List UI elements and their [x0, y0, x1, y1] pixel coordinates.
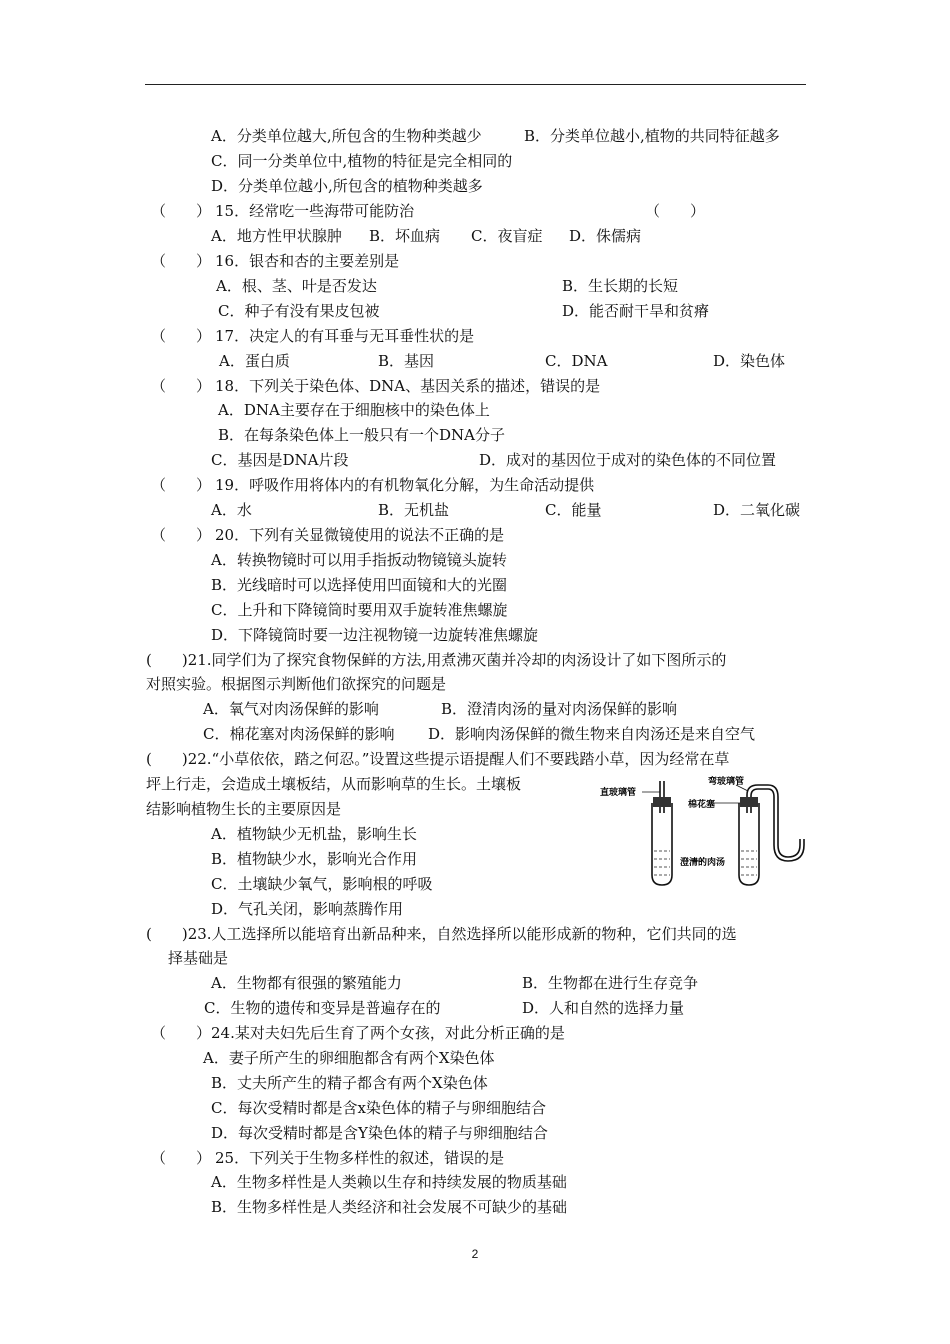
q25-option-a: A．生物多样性是人类赖以生存和持续发展的物质基础 [211, 1173, 567, 1191]
q25-answer-bracket[interactable]: （ ） [151, 1149, 212, 1167]
q24-option-c: C．每次受精时都是含x染色体的精子与卵细胞结合 [211, 1099, 546, 1117]
q17-option-d: D．染色体 [713, 352, 786, 370]
q23-option-a: A．生物都有很强的繁殖能力 [211, 974, 402, 992]
q24-option-a: A．妻子所产生的卵细胞都含有两个X染色体 [203, 1049, 495, 1067]
q23-option-c: C．生物的遗传和变异是普遍存在的 [204, 999, 441, 1017]
q18-option-a: A．DNA主要存在于细胞核中的染色体上 [218, 401, 490, 419]
q18-option-c: C．基因是DNA片段 [211, 451, 349, 469]
q22-stem-line3: 结影响植物生长的主要原因是 [146, 800, 342, 818]
q17-answer-bracket[interactable]: （ ） [151, 327, 212, 345]
q16-stem: 16．银杏和杏的主要差别是 [215, 252, 400, 270]
q15-answer-bracket[interactable]: （ ） [151, 202, 212, 220]
label-cotton: 棉花塞 [688, 800, 716, 810]
q15-stem: 15．经常吃一些海带可能防治 [215, 202, 415, 220]
q21-stem-line2: 对照实验。根据图示判断他们欲探究的问题是 [146, 675, 447, 693]
q24-option-d: D．每次受精时都是含Y染色体的精子与卵细胞结合 [211, 1124, 548, 1142]
q24-stem: （ ）24.某对夫妇先后生育了两个女孩，对此分析正确的是 [151, 1024, 565, 1042]
q20-option-a: A．转换物镜时可以用手指扳动物镜镜头旋转 [211, 551, 507, 569]
label-broth: 澄清的肉汤 [680, 858, 726, 868]
q22-option-d: D．气孔关闭，影响蒸腾作用 [211, 900, 404, 918]
q24-option-b: B．丈夫所产生的精子都含有两个X染色体 [211, 1074, 488, 1092]
q17-option-b: B．基因 [378, 352, 435, 370]
q21-option-b: B．澄清肉汤的量对肉汤保鲜的影响 [441, 700, 678, 718]
q14-option-d: D．分类单位越小,所包含的植物种类越多 [211, 177, 483, 195]
q20-stem: 20．下列有关显微镜使用的说法不正确的是 [215, 526, 505, 544]
q23-stem-line2: 择基础是 [168, 949, 229, 967]
label-straight-tube: 直玻璃管 [600, 788, 637, 798]
q14-option-c: C．同一分类单位中,植物的特征是完全相同的 [211, 152, 513, 170]
right-cotton-stopper [740, 797, 758, 807]
q17-option-a: A．蛋白质 [219, 352, 290, 370]
q16-option-b: B．生长期的长短 [562, 277, 679, 295]
q20-answer-bracket[interactable]: （ ） [151, 526, 212, 544]
q15-tail-bracket: （ ） [645, 202, 706, 220]
q14-option-b: B．分类单位越小,植物的共同特征越多 [524, 127, 780, 145]
q21-stem-line1: ( )21.同学们为了探究食物保鲜的方法,用煮沸灭菌并冷却的肉汤设计了如下图所示的 [146, 651, 727, 669]
q20-option-d: D．下降镜筒时要一边注视物镜一边旋转准焦螺旋 [211, 626, 539, 644]
broth-experiment-figure [596, 773, 840, 895]
q21-option-d: D．影响肉汤保鲜的微生物来自肉汤还是来自空气 [428, 725, 756, 743]
q25-stem: 25．下列关于生物多样性的叙述，错误的是 [215, 1149, 505, 1167]
q19-option-a: A．水 [211, 501, 252, 519]
page-number: 2 [471, 1247, 479, 1261]
q16-option-d: D．能否耐干旱和贫瘠 [562, 302, 710, 320]
q19-option-d: D．二氧化碳 [713, 501, 801, 519]
q19-option-c: C．能量 [545, 501, 602, 519]
q19-stem: 19．呼吸作用将体内的有机物氧化分解，为生命活动提供 [215, 476, 595, 494]
q14-option-a: A．分类单位越大,所包含的生物种类越少 [211, 127, 482, 145]
q15-option-a: A．地方性甲状腺肿 [211, 227, 342, 245]
q19-option-b: B．无机盐 [378, 501, 450, 519]
q22-stem-line2: 坪上行走，会造成土壤板结，从而影响草的生长。土壤板 [146, 775, 522, 793]
q22-option-c: C．土壤缺少氧气，影响根的呼吸 [211, 875, 433, 893]
q25-option-b: B．生物多样性是人类经济和社会发展不可缺少的基础 [211, 1198, 568, 1216]
q21-option-c: C．棉花塞对肉汤保鲜的影响 [203, 725, 395, 743]
q23-option-b: B．生物都在进行生存竞争 [522, 974, 699, 992]
q22-option-a: A．植物缺少无机盐，影响生长 [211, 825, 417, 843]
q18-answer-bracket[interactable]: （ ） [151, 377, 212, 395]
q15-option-b: B．坏血病 [369, 227, 441, 245]
header-rule [145, 84, 806, 85]
q16-option-c: C．种子有没有果皮包被 [218, 302, 380, 320]
q22-stem-line1: ( )22.“小草依依，踏之何忍。”设置这些提示语提醒人们不要践踏小草，因为经常在草 [146, 750, 730, 768]
q21-option-a: A．氧气对肉汤保鲜的影响 [203, 700, 379, 718]
q22-option-b: B．植物缺少水，影响光合作用 [211, 850, 418, 868]
q15-option-d: D．侏儒病 [569, 227, 642, 245]
left-cotton-stopper [653, 797, 671, 807]
q20-option-b: B．光线暗时可以选择使用凹面镜和大的光圈 [211, 576, 508, 594]
q23-option-d: D．人和自然的选择力量 [522, 999, 685, 1017]
q17-option-c: C．DNA [545, 352, 608, 370]
q16-option-a: A．根、茎、叶是否发达 [216, 277, 377, 295]
q18-option-b: B．在每条染色体上一般只有一个DNA分子 [218, 426, 506, 444]
right-test-tube [739, 803, 759, 885]
label-bent-tube: 弯玻璃管 [708, 777, 745, 787]
q18-option-d: D．成对的基因位于成对的染色体的不同位置 [479, 451, 777, 469]
q17-stem: 17．决定人的有耳垂与无耳垂性状的是 [215, 327, 475, 345]
q19-answer-bracket[interactable]: （ ） [151, 476, 212, 494]
q15-option-c: C．夜盲症 [471, 227, 543, 245]
q18-stem: 18．下列关于染色体、DNA、基因关系的描述，错误的是 [215, 377, 601, 395]
left-test-tube [652, 803, 672, 885]
q23-stem-line1: ( )23.人工选择所以能培育出新品种来，自然选择所以能形成新的物种，它们共同的选 [146, 925, 737, 943]
q20-option-c: C．上升和下降镜筒时要用双手旋转准焦螺旋 [211, 601, 508, 619]
q16-answer-bracket[interactable]: （ ） [151, 252, 212, 270]
